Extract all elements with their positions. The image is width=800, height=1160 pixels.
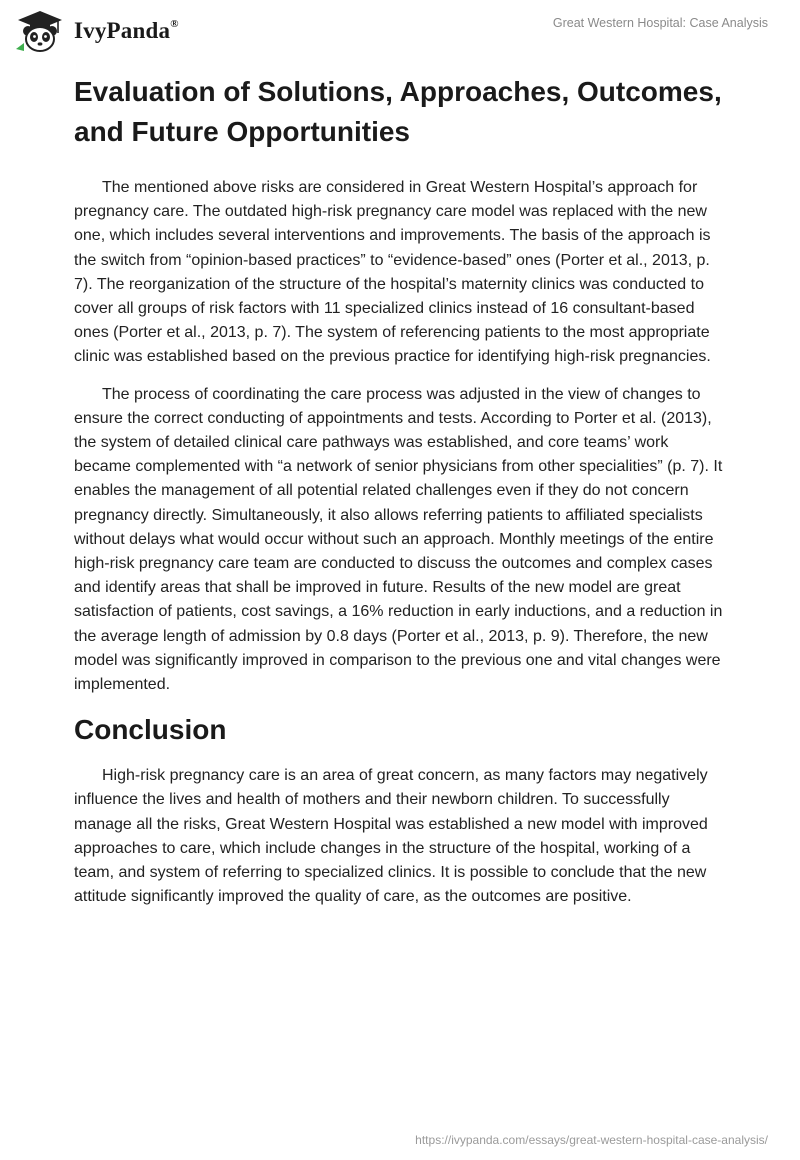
- article-body: [74, 72, 726, 922]
- panda-graduate-icon: [14, 9, 66, 53]
- registered-mark: ®: [170, 18, 179, 31]
- section-heading-evaluation: Evaluation of Solutions, Approaches, Outcomes, and Future Opportunities: [74, 76, 722, 147]
- brand-name: IvyPanda®: [74, 18, 179, 43]
- source-url-link[interactable]: https://ivypanda.com/essays/great-western-hospital-case-analysis/: [415, 1133, 768, 1147]
- evaluation-paragraph-2: The process of coordinating the care process was adjusted in the view of changes to ensure the correct conducting of appointments and tests. According to Porter et al. (2013), the system of detailed clinical care pathways was established, and core teams’ work became complemented with “a network of senior physicians from other specialities” (p. 7). It enables the management of all potential related challenges even if they do not concern pregnancy directly. Simultaneously, it also allows referring patients to affiliated specialists without delays what would occur without such an approach. Monthly meetings of the entire high-risk pregnancy care team are conducted to discuss the outcomes and complex cases and identify areas that shall be improved in future. Results of the new model are great satisfaction of patients, cost savings, a 16% reduction in early inductions, and a reduction in the average length of admission by 0.8 days (Porter et al., 2013, p. 9). Therefore, the new model was significantly improved in comparison to the previous one and vital changes were implemented.: [74, 385, 723, 694]
- ivypanda-logo[interactable]: [14, 9, 179, 53]
- section-heading-conclusion: Conclusion: [74, 714, 227, 746]
- evaluation-paragraph-1: The mentioned above risks are considered in Great Western Hospital’s approach for pregnancy care. The outdated high-risk pregnancy care model was replaced with the new one, which includes several interventions and improvements. The basis of the approach is the switch from “opinion-based practices” to “evidence-based” ones (Porter et al., 2013, p. 7). The reorganization of the structure of the hospital’s maternity clinics was conducted to cover all groups of risk factors with 11 specialized clinics instead of 16 consultant-based ones (Porter et al., 2013, p. 7). The system of referencing patients to the most appropriate clinic was established based on the previous practice for identifying high-risk pregnancies.: [74, 179, 711, 366]
- conclusion-paragraph-1: High-risk pregnancy care is an area of great concern, as many factors may negatively influence the lives and health of mothers and their newborn children. To successfully manage all the risks, Great Western Hospital was established a new model with improved approaches to care, which include changes in the structure of the hospital, working of a team, and system of referring to specialized clinics. It is possible to conclude that the new attitude significantly improved the quality of care, as the outcomes are positive.: [74, 767, 708, 906]
- document-title-header: Great Western Hospital: Case Analysis: [552, 16, 768, 30]
